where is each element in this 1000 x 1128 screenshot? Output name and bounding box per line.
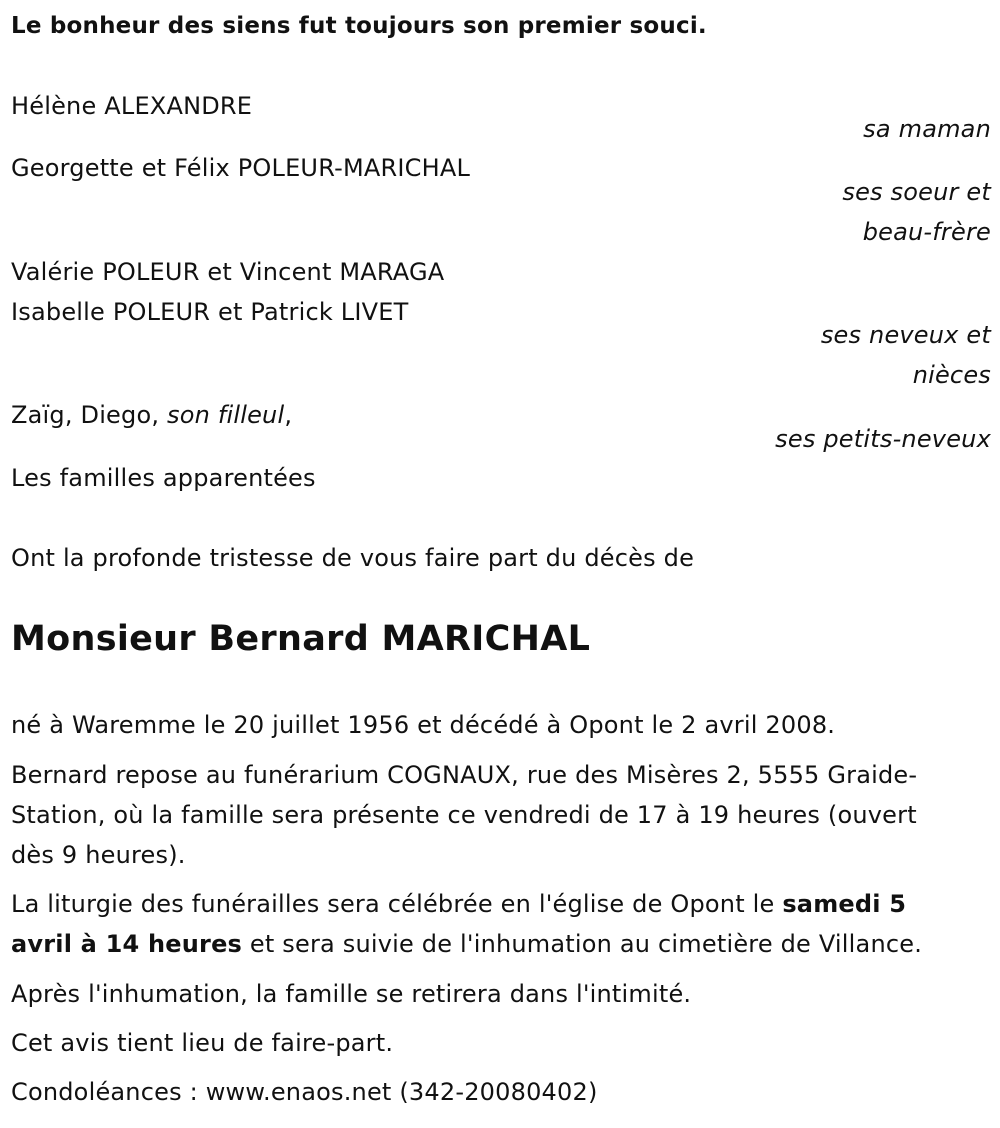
family-member-mother: Hélène ALEXANDRE bbox=[11, 92, 253, 120]
grandnephews-tail: , bbox=[284, 401, 293, 429]
motto: Le bonheur des siens fut toujours son premier souci. bbox=[11, 13, 707, 39]
relation-grandnephews: ses petits-neveux bbox=[775, 425, 991, 453]
after-burial: Après l'inhumation, la famille se retirera dans l'intimité. bbox=[11, 980, 692, 1008]
liturgy-date-part1: samedi 5 bbox=[782, 890, 907, 918]
funerarium-line-2: Station, où la famille sera présente ce vendredi de 17 à 19 heures (ouvert bbox=[11, 801, 917, 829]
relation-sister-line2: beau-frère bbox=[862, 218, 991, 246]
birth-death-info: né à Waremme le 20 juillet 1956 et décédé à Opont le 2 avril 2008. bbox=[11, 711, 836, 739]
funerarium-line-1: Bernard repose au funérarium COGNAUX, rue des Misères 2, 5555 Graide- bbox=[11, 761, 918, 789]
liturgy-text-before: La liturgie des funérailles sera célébrée en l'église de Opont le bbox=[11, 890, 783, 918]
relation-nephews-line2: nièces bbox=[912, 361, 991, 389]
liturgy-line-2 bbox=[11, 924, 922, 964]
grandnephews-names: Zaïg, Diego, bbox=[11, 401, 167, 429]
liturgy-text-after: et sera suivie de l'inhumation au cimetière de Villance. bbox=[242, 930, 923, 958]
obituary-notice bbox=[11, 0, 991, 1128]
announcement: Ont la profonde tristesse de vous faire part du décès de bbox=[11, 544, 695, 572]
family-member-niece-1: Valérie POLEUR et Vincent MARAGA bbox=[11, 258, 445, 286]
funerarium-line-3: dès 9 heures). bbox=[11, 841, 186, 869]
relation-sister-line1: ses soeur et bbox=[842, 178, 991, 206]
family-member-relatives: Les familles apparentées bbox=[11, 464, 316, 492]
condolences: Condoléances : www.enaos.net (342-20080402) bbox=[11, 1078, 598, 1106]
liturgy-date-part2: avril à 14 heures bbox=[11, 930, 243, 958]
family-member-niece-2: Isabelle POLEUR et Patrick LIVET bbox=[11, 298, 409, 326]
godson-label: son filleul bbox=[167, 401, 285, 429]
relation-nephews-line1: ses neveux et bbox=[820, 321, 991, 349]
family-member-sister: Georgette et Félix POLEUR-MARICHAL bbox=[11, 154, 471, 182]
family-member-grandnephews bbox=[11, 395, 292, 435]
notice: Cet avis tient lieu de faire-part. bbox=[11, 1029, 394, 1057]
liturgy-line-1 bbox=[11, 884, 906, 924]
relation-mother: sa maman bbox=[863, 115, 991, 143]
deceased-name: Monsieur Bernard MARICHAL bbox=[11, 619, 591, 659]
